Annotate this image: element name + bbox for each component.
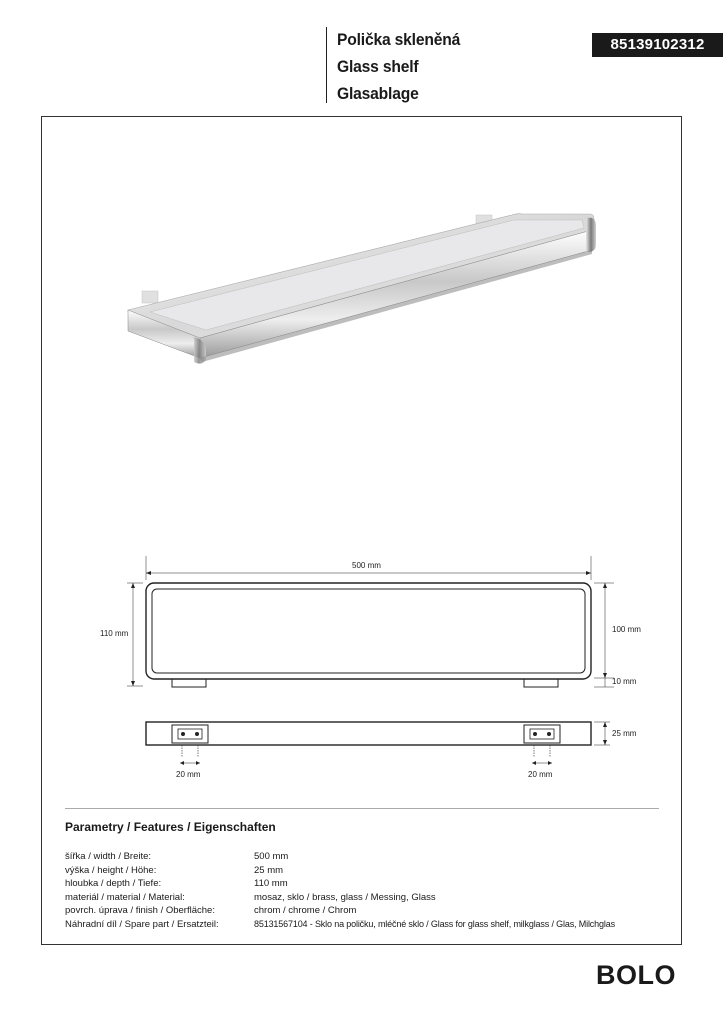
fixing-left-dimension-label: 20 mm <box>176 770 201 779</box>
param-label: povrch. úprava / finish / Oberfläche: <box>65 905 215 917</box>
lip-dimension-label: 10 mm <box>612 677 637 686</box>
param-label: šířka / width / Breite: <box>65 851 152 862</box>
param-value: 85131567104 - Sklo na poličku, mléčné sklo / Glass for glass shelf, milkglass / Glas, Milchglas <box>254 918 615 929</box>
param-value: 110 mm <box>254 878 288 890</box>
param-value: chrom / chrome / Chrom <box>254 905 357 917</box>
title-german: Glasablage <box>337 84 419 103</box>
section-divider <box>65 808 659 809</box>
param-value: 25 mm <box>254 864 284 876</box>
depth-dimension-label: 110 mm <box>100 629 129 638</box>
width-dimension-label: 500 mm <box>352 561 381 570</box>
title-czech: Polička skleněná <box>337 30 461 49</box>
fixing-right-dimension-label: 20 mm <box>528 770 553 779</box>
param-label: materiál / material / Material: <box>65 891 185 903</box>
param-label: hloubka / depth / Tiefe: <box>65 878 162 890</box>
inner-depth-dimension-label: 100 mm <box>612 625 641 634</box>
param-label: Náhradní díl / Spare part / Ersatzteil: <box>65 918 219 930</box>
param-value: 500 mm <box>254 851 289 862</box>
title-english: Glass shelf <box>337 57 419 76</box>
param-value: mosaz, sklo / brass, glass / Messing, Glass <box>254 891 436 903</box>
height-dimension-label: 25 mm <box>612 729 637 738</box>
brand-logo-text: BOLO <box>596 960 676 990</box>
parameters-heading: Parametry / Features / Eigenschaften <box>65 820 276 834</box>
param-label: výška / height / Höhe: <box>65 864 157 876</box>
product-code-badge: 85139102312 <box>592 33 723 57</box>
